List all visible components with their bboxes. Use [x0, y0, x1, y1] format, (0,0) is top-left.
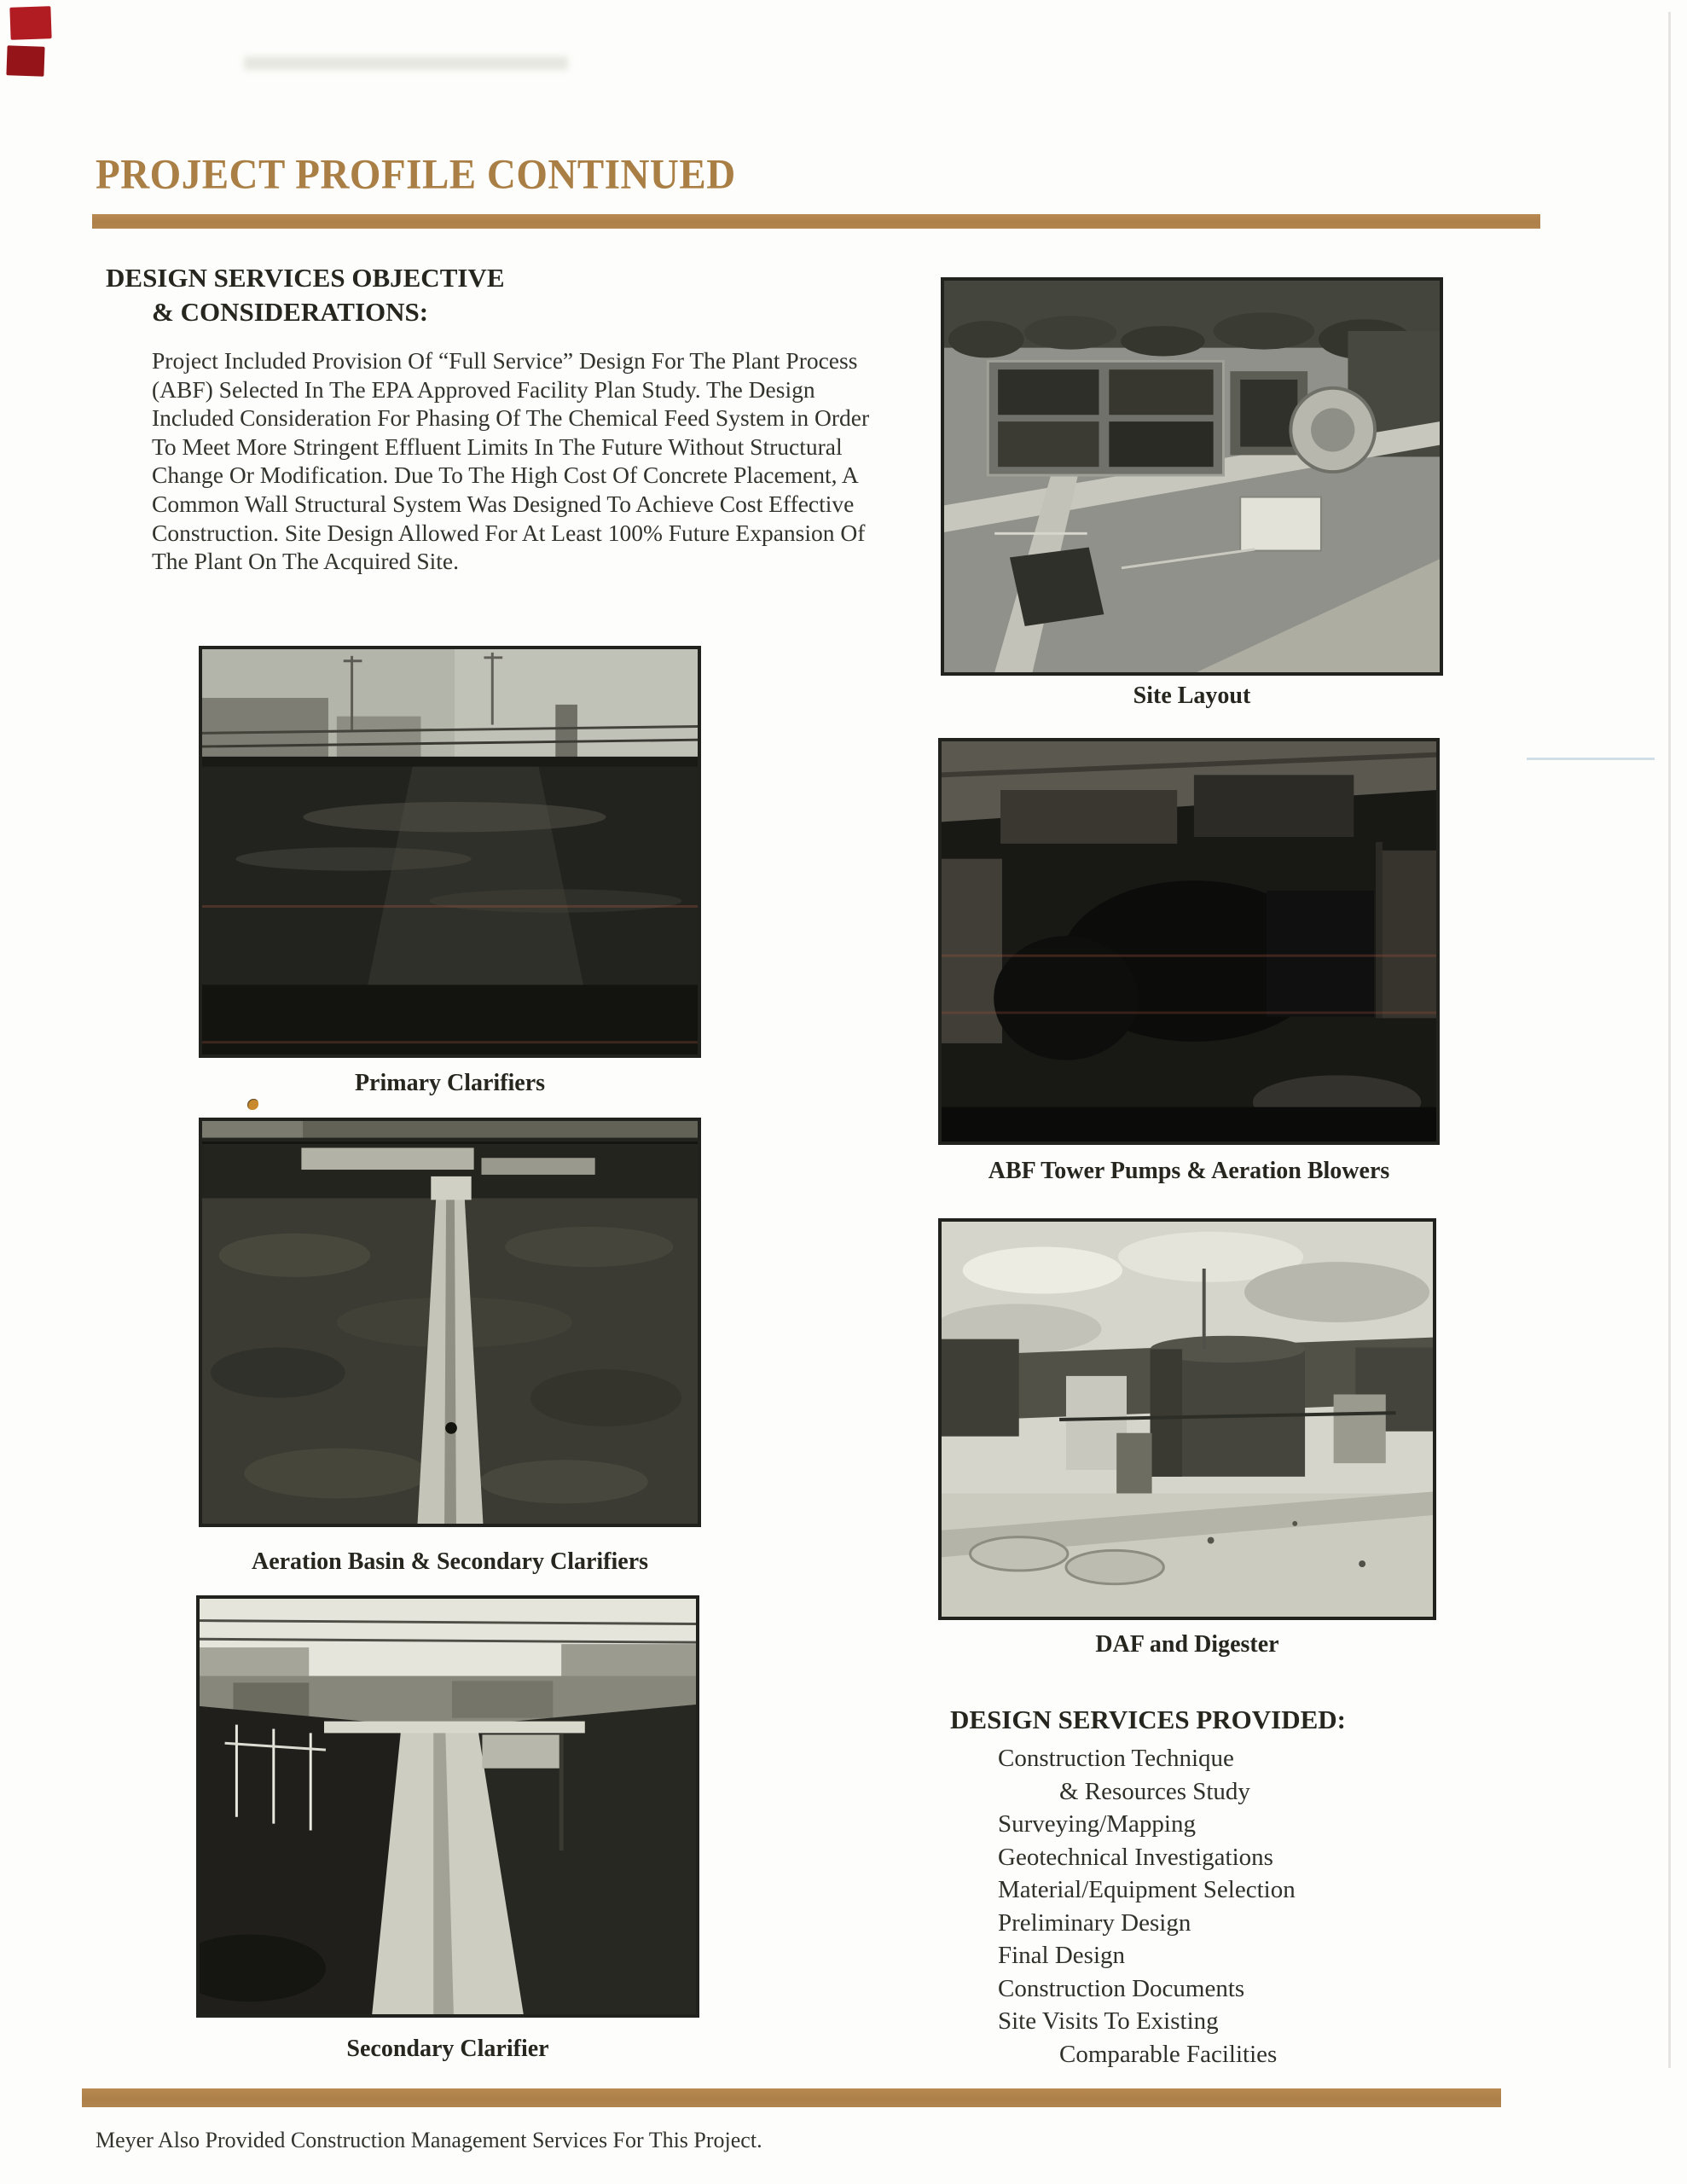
objective-heading-line2: & CONSIDERATIONS: — [152, 297, 429, 327]
site-layout-photo — [941, 277, 1443, 676]
service-item: Construction Technique — [998, 1745, 1234, 1772]
daf-digester-photo-image — [942, 1222, 1433, 1617]
caption-site-layout: Site Layout — [1133, 682, 1251, 709]
caption-primary-clarifiers: Primary Clarifiers — [354, 1070, 546, 1096]
service-item: Construction Documents — [998, 1974, 1245, 2002]
abf-tower-pumps-photo-image — [942, 741, 1436, 1141]
footer-rule — [82, 2088, 1501, 2107]
header-rule — [92, 214, 1540, 229]
service-item: Geotechnical Investigations — [998, 1843, 1273, 1871]
service-item: Preliminary Design — [998, 1908, 1191, 1937]
service-item: Site Visits To Existing — [998, 2007, 1219, 2035]
caption-aeration-basin: Aeration Basin & Secondary Clarifiers — [251, 1548, 649, 1575]
primary-clarifiers-photo-image — [202, 649, 698, 1054]
red-stamp-mark-top — [9, 6, 51, 40]
scan-speck — [247, 1099, 258, 1110]
service-item: Surveying/Mapping — [998, 1810, 1196, 1838]
scan-hairline — [1527, 758, 1655, 760]
red-stamp-mark-bottom — [6, 45, 44, 77]
secondary-clarifier-photo — [196, 1595, 699, 2018]
service-item: Material/Equipment Selection — [998, 1876, 1296, 1903]
page-title: PROJECT PROFILE CONTINUED — [96, 151, 736, 199]
primary-clarifiers-photo — [199, 646, 701, 1058]
service-item: Final Design — [998, 1942, 1126, 1969]
caption-daf-digester: DAF and Digester — [1095, 1631, 1279, 1658]
caption-abf-tower-pumps: ABF Tower Pumps & Aeration Blowers — [988, 1158, 1390, 1184]
caption-secondary-clarifier: Secondary Clarifier — [346, 2036, 549, 2062]
services-heading: DESIGN SERVICES PROVIDED: — [950, 1705, 1347, 1734]
footer-note: Meyer Also Provided Construction Management Services For This Project. — [96, 2128, 762, 2152]
scan-edge-line — [1668, 12, 1671, 2068]
services-list — [998, 1742, 1296, 2071]
service-item: Comparable Facilities — [1059, 2040, 1278, 2068]
aeration-basin-photo-image — [202, 1121, 698, 1524]
objective-paragraph: Project Included Provision Of “Full Service” Design For The Plant Process (ABF) Selected In The EPA Approved Facility Plan Study. The Design Included Consideration For Phasing Of The Chemical Feed System in Order To Meet More Stringent Effluent Limits In The Future Without Structural Change Or Modification. Due To The High Cost Of Concrete Placement, A Common Wall Structural System Was Designed To Achieve Cost Effective Construction. Site Design Allowed For At Least 100% Future Expansion Of The Plant On The Acquired Site. — [152, 347, 870, 575]
service-item: & Resources Study — [1059, 1777, 1250, 1805]
site-layout-photo-image — [944, 281, 1440, 672]
scan-smudge — [244, 56, 568, 70]
abf-tower-pumps-photo — [938, 738, 1440, 1145]
objective-heading-line1: DESIGN SERVICES OBJECTIVE — [106, 263, 505, 293]
secondary-clarifier-photo-image — [200, 1599, 696, 2014]
aeration-basin-photo — [199, 1118, 701, 1527]
daf-digester-photo — [938, 1218, 1436, 1620]
